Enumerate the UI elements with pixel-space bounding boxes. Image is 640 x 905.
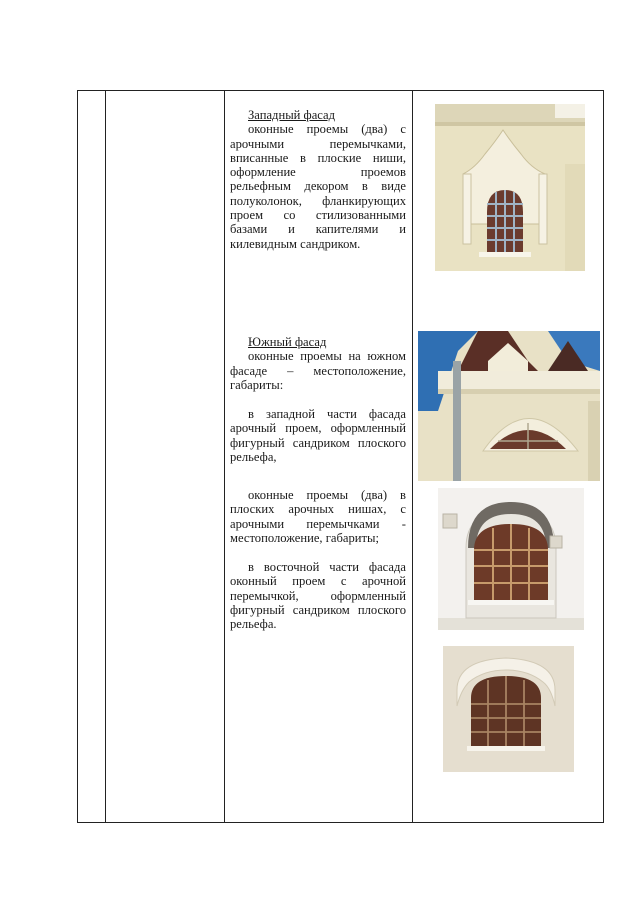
west-facade-heading: Западный фасад [248, 108, 336, 122]
south-facade-niche-window-photo [438, 488, 584, 630]
south-facade-heading-block [230, 335, 406, 392]
south-two-openings-text: оконные проемы (два) в плоских арочных нишах, с арочными перемычками - местоположение, габариты; [230, 488, 406, 545]
south-two-openings-block [230, 488, 406, 545]
south-east-part-text: в восточной части фасада оконный проем с арочной перемычкой, оформленный фигурный сандриком плоского рельефа. [230, 560, 406, 632]
south-west-part-block [230, 407, 406, 464]
west-facade-block [230, 108, 406, 251]
south-east-part-block [230, 560, 406, 631]
south-facade-intro: оконные проемы на южном фасаде – местоположение, габариты: [230, 349, 406, 392]
south-facade-east-window-photo [443, 646, 574, 772]
column-divider [105, 91, 106, 822]
west-facade-window-photo [435, 104, 585, 271]
south-west-part-text: в западной части фасада арочный проем, оформленный фигурный сандриком плоского рельефа, [230, 407, 406, 464]
south-facade-heading: Южный фасад [248, 335, 327, 349]
west-facade-text: оконные проемы (два) с арочными перемычками, вписанные в плоские ниши, оформление проемов рельефным декором в виде полуколонок, фланкирующих проем со стилизованными базами и капителями и килевидным сандриком. [230, 122, 406, 251]
south-facade-west-window-photo [418, 331, 600, 481]
column-divider [412, 91, 413, 822]
column-divider [224, 91, 225, 822]
